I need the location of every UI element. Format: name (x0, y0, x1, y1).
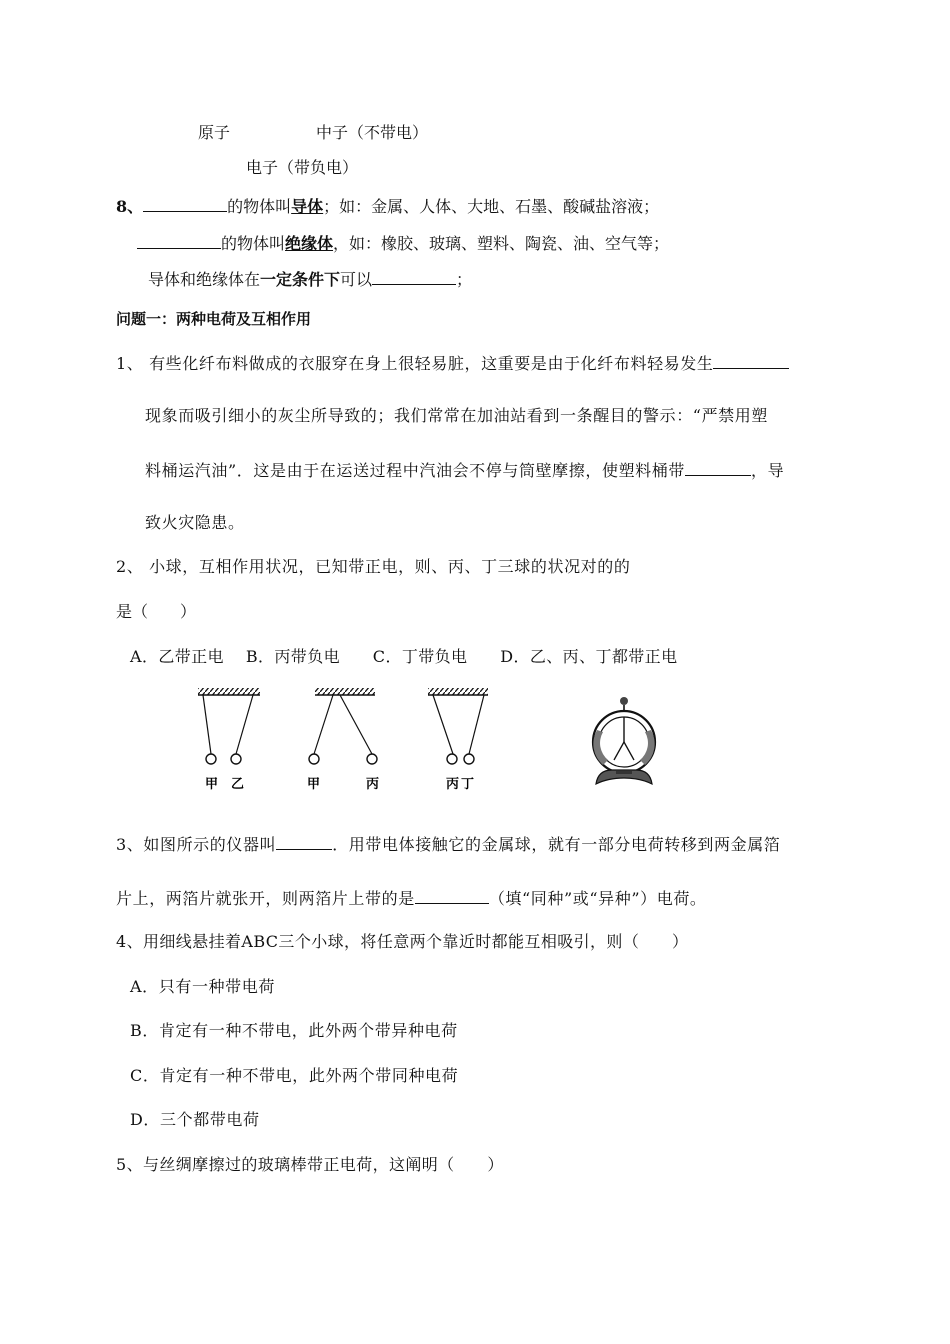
pendulum-figures (0, 680, 950, 810)
atom-label: 原子 (198, 123, 231, 142)
condition-term: 一定条件下 (260, 270, 341, 289)
item8-line2 (137, 232, 669, 255)
item8-text: 导体和绝缘体在 (148, 270, 261, 289)
q1-blank-2[interactable] (685, 459, 751, 476)
item8-text: 的物体叫 (221, 234, 286, 253)
q1-line4: 致火灾隐患。 (145, 513, 245, 532)
electroscope-icon (593, 697, 655, 784)
q1-text: 1、 有些化纤布料做成的衣服穿在身上很轻易脏，这重要是由于化纤布料轻易发生 (116, 354, 714, 373)
q3-text: 3、如图所示的仪器叫 (116, 835, 277, 854)
thread (469, 695, 484, 754)
q1-blank-1[interactable] (713, 352, 789, 369)
insulator-term: 绝缘体 (285, 234, 334, 253)
neutron-label: 中子（不带电） (316, 123, 429, 142)
problem1-title: 问题一：两种电荷及互相作用 (116, 310, 312, 328)
q3-line1 (116, 833, 780, 856)
thread (236, 695, 253, 754)
q4-option-b[interactable]: B．肯定有一种不带电，此外两个带异种电荷 (130, 1021, 458, 1040)
q4-stem: 4、用细线悬挂着ABC三个小球，将任意两个靠近时都能互相吸引，则（ ） (116, 932, 689, 951)
label-yi: 乙 (231, 777, 245, 792)
label-jia: 甲 (205, 777, 219, 792)
q1-line3 (145, 459, 784, 482)
item8-text: ； (456, 270, 473, 289)
q4-option-a[interactable]: A．只有一种带电荷 (130, 977, 275, 996)
item8-blank-1[interactable] (143, 195, 227, 212)
q1-text: ，导 (750, 461, 785, 480)
figure-jia-bing (307, 688, 379, 792)
q2-line2: 是（ ） (116, 602, 197, 621)
q1-line1 (116, 352, 789, 375)
label-bing: 丙 (446, 777, 460, 792)
item8-line1 (116, 195, 659, 218)
q3-text: ．用带电体接触它的金属球，就有一部分电荷转移到两金属箔 (332, 835, 781, 854)
q2-line1: 2、 小球，互相作用状况，已知带正电，则、丙、丁三球的状况对的的 (116, 557, 631, 576)
item8-text: ；如：金属、人体、大地、石墨、酸碱盐溶液； (323, 197, 660, 216)
ceiling-support (315, 688, 375, 695)
q3-blank-1[interactable] (276, 833, 332, 850)
electron-label: 电子（带负电） (246, 158, 359, 177)
item8-text: 可以 (340, 270, 373, 289)
q1-text: 料桶运汽油”．这是由于在运送过程中汽油会不停与筒壁摩擦，使塑料桶带 (145, 461, 685, 480)
thread (314, 695, 333, 754)
item8-line3 (148, 268, 472, 291)
figure-jia-yi (198, 688, 260, 792)
q5-stem: 5、与丝绸摩擦过的玻璃棒带正电荷，这阐明（ ） (116, 1155, 504, 1174)
label-jia: 甲 (307, 777, 321, 792)
item8-blank-3[interactable] (372, 268, 456, 285)
ceiling-support (428, 688, 488, 695)
label-bing: 丙 (366, 777, 380, 792)
thread (340, 695, 372, 754)
q3-text: （填“同种”或“异种”）电荷。 (488, 889, 707, 908)
ball-ding (464, 754, 474, 764)
ball-yi (231, 754, 241, 764)
ball-bing (367, 754, 377, 764)
ceiling-support (198, 688, 260, 695)
thread (203, 695, 211, 754)
electroscope-neck (616, 771, 632, 774)
thread (433, 695, 453, 754)
q2-options: A．乙带正电 B．丙带负电 C．丁带负电 D．乙、丙、丁都带正电 (130, 647, 678, 666)
q3-text: 片上，两箔片就张开，则两箔片上带的是 (116, 889, 415, 908)
item8-text: 的物体叫 (227, 197, 292, 216)
q4-option-c[interactable]: C．肯定有一种不带电，此外两个带同种电荷 (130, 1066, 459, 1085)
q4-option-d[interactable]: D．三个都带电荷 (130, 1110, 260, 1129)
item8-blank-2[interactable] (137, 232, 221, 249)
electroscope-knob (620, 697, 628, 705)
conductor-term: 导体 (291, 197, 324, 216)
q3-line2 (116, 887, 707, 910)
ball-jia (206, 754, 216, 764)
ball-jia (309, 754, 319, 764)
item8-number: 8、 (116, 197, 144, 216)
item8-text: ，如：橡胶、玻璃、塑料、陶瓷、油、空气等； (333, 234, 670, 253)
q1-line2: 现象而吸引细小的灰尘所导致的；我们常常在加油站看到一条醒目的警示：“严禁用塑 (145, 406, 768, 425)
figure-bing-ding (428, 688, 488, 792)
label-ding: 丁 (461, 777, 475, 792)
q3-blank-2[interactable] (415, 887, 489, 904)
ball-bing (447, 754, 457, 764)
